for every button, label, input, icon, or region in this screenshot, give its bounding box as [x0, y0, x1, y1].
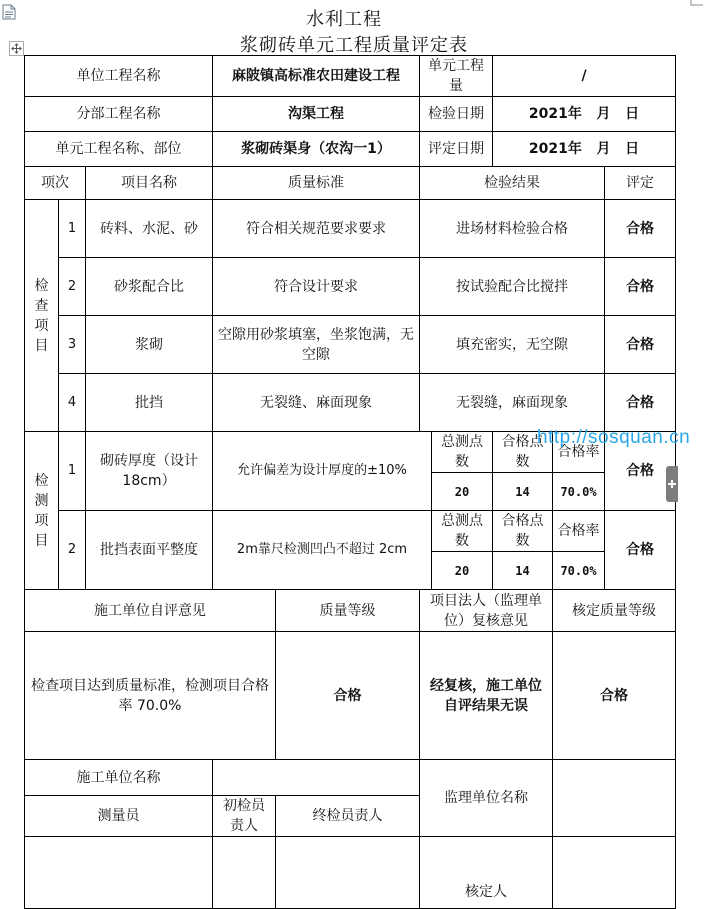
column-header-index: 项次: [25, 167, 86, 200]
column-header-standard: 质量标准: [213, 167, 420, 200]
inspect-date-label: 检验日期: [420, 97, 493, 132]
verifier-label: 核定人: [420, 837, 553, 909]
plus-icon: [667, 479, 677, 489]
item-name: 砂浆配合比: [86, 258, 213, 316]
check-result[interactable]: 按试验配合比搅拌: [420, 258, 605, 316]
item-name: 批挡表面平整度: [86, 511, 213, 590]
pass-rate-header: 合格率: [553, 432, 605, 473]
element-name-label: 单元工程名称、部位: [25, 132, 213, 167]
total-points-value[interactable]: 20: [432, 552, 493, 590]
column-header-result: 检验结果: [420, 167, 605, 200]
total-points-value[interactable]: 20: [432, 473, 493, 511]
quality-standard: 2m靠尺检测凹凸不超过 2cm: [213, 511, 432, 590]
grade[interactable]: 合格: [605, 511, 676, 590]
row-number: 1: [59, 432, 86, 511]
element-quantity-label: 单元工程量: [420, 56, 493, 97]
supervisor-label: 监理单位名称: [420, 760, 553, 837]
column-header-grade: 评定: [605, 167, 676, 200]
corner-bracket-icon: [690, 0, 704, 6]
item-name: 批挡: [86, 374, 213, 432]
grade[interactable]: 合格: [605, 432, 676, 511]
pass-points-value[interactable]: 14: [493, 552, 553, 590]
unit-project-label: 单位工程名称: [25, 56, 213, 97]
quality-standard: 空隙用砂浆填塞，坐浆饱满，无空隙: [213, 316, 420, 374]
watermark-url: http://sosquan.cn: [537, 427, 691, 448]
contractor-label: 施工单位名称: [25, 760, 213, 796]
row-number: 2: [59, 511, 86, 590]
quality-standard: 无裂缝、麻面现象: [213, 374, 420, 432]
element-quantity-value[interactable]: /: [493, 56, 676, 97]
self-grade[interactable]: 合格: [276, 632, 420, 760]
quality-standard: 允许偏差为设计厚度的±10%: [213, 432, 432, 511]
self-eval-text[interactable]: 检查项目达到质量标准，检测项目合格率 70.0%: [25, 632, 276, 760]
row-number: 1: [59, 200, 86, 258]
table-row: [25, 316, 676, 374]
pass-points-value[interactable]: 14: [493, 473, 553, 511]
surveyor-label: 测量员: [25, 796, 213, 837]
table-row: [25, 258, 676, 316]
grade[interactable]: 合格: [605, 374, 676, 432]
check-result[interactable]: 填充密实，无空隙: [420, 316, 605, 374]
grade[interactable]: 合格: [605, 200, 676, 258]
form-title: 浆砌砖单元工程质量评定表: [240, 35, 468, 56]
element-name-value[interactable]: 浆砌砖渠身（农沟一1）: [213, 132, 420, 167]
quality-evaluation-table: [24, 55, 676, 909]
verified-grade[interactable]: 合格: [553, 632, 676, 760]
final-inspector-signature[interactable]: [276, 837, 420, 909]
check-result[interactable]: 无裂缝，麻面现象: [420, 374, 605, 432]
pass-rate-value[interactable]: 70.0%: [553, 473, 605, 511]
surveyor-signature[interactable]: [25, 837, 213, 909]
pass-rate-header: 合格率: [553, 511, 605, 552]
table-row: [25, 200, 676, 258]
pass-rate-value[interactable]: 70.0%: [553, 552, 605, 590]
document-title: 水利工程: [306, 9, 382, 30]
verifier-signature[interactable]: [553, 837, 676, 909]
check-result[interactable]: 进场材料检验合格: [420, 200, 605, 258]
unit-project-value[interactable]: 麻陂镇高标准农田建设工程: [213, 56, 420, 97]
inspect-date-value[interactable]: 2021年 月 日: [493, 97, 676, 132]
test-items-group-label: 检 测 项 目: [25, 432, 59, 590]
review-label: 项目法人（监理单位）复核意见: [420, 590, 553, 632]
eval-date-label: 评定日期: [420, 132, 493, 167]
row-number: 4: [59, 374, 86, 432]
grade[interactable]: 合格: [605, 316, 676, 374]
row-number: 2: [59, 258, 86, 316]
quality-standard: 符合设计要求: [213, 258, 420, 316]
supervisor-value[interactable]: [553, 760, 676, 837]
verified-grade-label: 核定质量等级: [553, 590, 676, 632]
total-points-header: 总测点数: [432, 432, 493, 473]
quality-standard: 符合相关规范要求要求: [213, 200, 420, 258]
initial-inspector-signature[interactable]: [213, 837, 276, 909]
final-inspector-label: 终检员责人: [276, 796, 420, 837]
self-eval-label: 施工单位自评意见: [25, 590, 276, 632]
column-header-name: 项目名称: [86, 167, 213, 200]
check-items-group-label: 检 查 项 目: [25, 200, 59, 432]
sub-project-value[interactable]: 沟渠工程: [213, 97, 420, 132]
review-text[interactable]: 经复核，施工单位自评结果无误: [420, 632, 553, 760]
grade[interactable]: 合格: [605, 258, 676, 316]
table-row: [25, 374, 676, 432]
item-name: 砌砖厚度（设计18cm）: [86, 432, 213, 511]
item-name: 砖料、水泥、砂: [86, 200, 213, 258]
row-number: 3: [59, 316, 86, 374]
pass-points-header: 合格点数: [493, 511, 553, 552]
total-points-header: 总测点数: [432, 511, 493, 552]
table-row: [25, 511, 676, 552]
quality-grade-label: 质量等级: [276, 590, 420, 632]
item-name: 浆砌: [86, 316, 213, 374]
initial-inspector-label: 初检员责人: [213, 796, 276, 837]
sub-project-label: 分部工程名称: [25, 97, 213, 132]
side-expand-tab[interactable]: [666, 466, 678, 502]
pass-points-header: 合格点数: [493, 432, 553, 473]
contractor-value[interactable]: [213, 760, 420, 796]
eval-date-value[interactable]: 2021年 月 日: [493, 132, 676, 167]
